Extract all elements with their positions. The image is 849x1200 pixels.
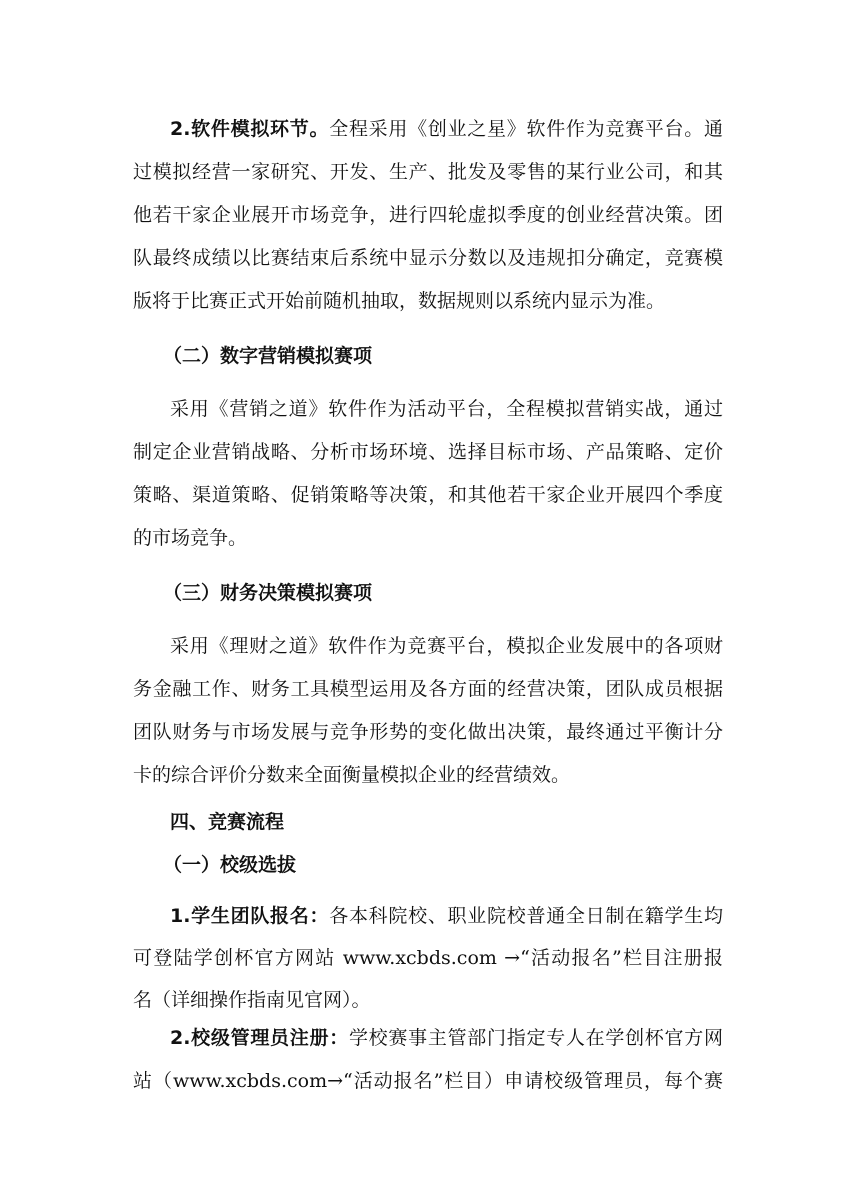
paragraph-line: 名（详细操作指南见官网）。 (133, 989, 371, 1011)
paragraph-line (170, 117, 723, 141)
paragraph-line: 团队财务与市场发展与竞争形势的变化做出决策，最终通过平衡计分 (133, 721, 723, 743)
section-heading-school-selection: （一）校级选拔 (163, 854, 297, 876)
section-heading-process: 四、竞赛流程 (170, 811, 285, 833)
section-heading-finance: （三）财务决策模拟赛项 (163, 582, 373, 604)
paragraph-text: 全程采用《创业之星》软件作为竞赛平台。通 (329, 118, 723, 140)
paragraph-line: 采用《营销之道》软件作为活动平台，全程模拟营销实战，通过 (170, 398, 723, 420)
paragraph-line: 队最终成绩以比赛结束后系统中显示分数以及违规扣分确定，竞赛模 (133, 247, 723, 269)
paragraph-line: 过模拟经营一家研究、开发、生产、批发及零售的某行业公司，和其 (133, 161, 723, 183)
paragraph-line: 的市场竞争。 (133, 527, 248, 549)
paragraph-text: 各本科院校、职业院校普通全日制在籍学生均 (329, 905, 723, 927)
paragraph-line: 卡的综合评价分数来全面衡量模拟企业的经营绩效。 (133, 764, 571, 786)
item-lead: 2.软件模拟环节。 (170, 118, 330, 140)
paragraph-line: 采用《理财之道》软件作为竞赛平台，模拟企业发展中的各项财 (170, 635, 723, 657)
paragraph-line: 可登陆学创杯官方网站 www.xcbds.com →“活动报名”栏目注册报 (133, 947, 723, 969)
section-heading-digital-marketing: （二）数字营销模拟赛项 (163, 345, 373, 367)
paragraph-line: 制定企业营销战略、分析市场环境、选择目标市场、产品策略、定价 (133, 441, 723, 463)
paragraph-line: 他若干家企业展开市场竞争，进行四轮虚拟季度的创业经营决策。团 (133, 204, 723, 226)
paragraph-line (170, 1026, 723, 1050)
paragraph-line: 版将于比赛正式开始前随机抽取，数据规则以系统内显示为准。 (133, 290, 666, 312)
paragraph-text: 学校赛事主管部门指定专人在学创杯官方网 (348, 1027, 723, 1049)
item-lead: 2.校级管理员注册： (170, 1027, 349, 1049)
paragraph-line: 策略、渠道策略、促销策略等决策，和其他若干家企业开展四个季度 (133, 484, 723, 506)
item-lead: 1.学生团队报名： (170, 905, 330, 927)
paragraph-line: 务金融工作、财务工具模型运用及各方面的经营决策，团队成员根据 (133, 678, 723, 700)
paragraph-line (170, 904, 723, 928)
paragraph-line: 站（www.xcbds.com→“活动报名”栏目）申请校级管理员，每个赛 (133, 1070, 723, 1092)
